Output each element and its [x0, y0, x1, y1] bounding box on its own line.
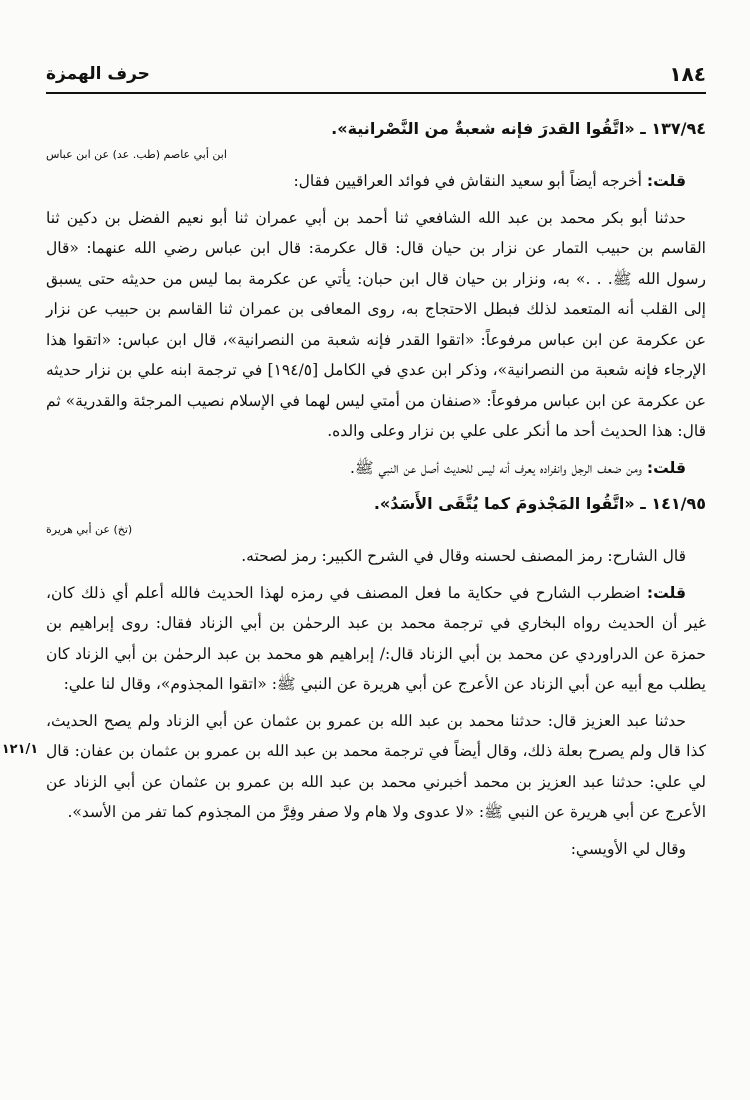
qult-label: قلت: — [646, 458, 686, 477]
paragraph-isnad-2: حدثنا عبد العزيز قال: حدثنا محمد بن عبد الله بن عمرو بن عثمان عن أبي الزناد ولم يصح الحديث، كذا قال ولم يصرح بعلة ذلك، وقال أيضاً في ترجمة محمد بن عبد الله بن عمرو بن عثمان بن عفان: قال لي علي: حدثنا عبد العزيز بن محمد أخبرني محمد بن عبد الله بن عمرو بن عثمان عن أبي الزناد عن الأعرج عن أبي هريرة عن النبي ﷺ: «لا عدوى ولا هام ولا صفر وفِرَّ من المجذوم كما تفر من الأسد». — [46, 711, 706, 821]
qult-label: قلت: — [646, 583, 686, 602]
paragraph-text: اضطرب الشارح في حكاية ما فعل المصنف في رمزه لهذا الحديث فالله أعلم أي ذلك كان، غير أن الحديث رواه البخاري في ترجمة محمد بن عبد الرحمٰن بن أبي الزناد فقال: روى إبراهيم بن حمزة عن الدراوردي عن محمد بن أبي الزناد قال:/ إبراهيم هو محمد بن عبد الرحمٰن بن أبي الزناد كان يطلب مع أبيه عن أبي الزناد عن الأعرج عن أبي هريرة عن النبي ﷺ: «اتقوا المجذوم»، وقال لنا علي: — [46, 583, 706, 693]
paragraph-qult-1 — [46, 166, 706, 197]
paragraph-isnad-1: حدثنا أبو بكر محمد بن عبد الله الشافعي ثنا أحمد بن أبي عمران ثنا أبو نعيم الفضل بن دكين ثنا القاسم بن حبيب التمار عن نزار بن حيان قال: قال عكرمة: قال ابن عباس رضي الله عنهما: «قال رسول الله ﷺ. . .» به، ونزار بن حيان قال ابن حبان: يأتي عن عكرمة بما ليس من حديثه حتى يسبق إلى القلب أنه المتعمد لذلك فبطل الاحتجاج به، روى المعافى بن عمران ثنا القاسم بن حبيب عن نزار عن عكرمة عن ابن عباس مرفوعاً: «اتقوا القدر فإنه شعبة من النصرانية»، قال ابن عباس: «اتقوا هذا الإرجاء فإنه شعبة من النصرانية»، وذكر ابن عدي في الكامل [١٩٤/٥] في ترجمة ابنه علي بن نزار حديثه عن عكرمة عن ابن عباس مرفوعاً: «صنفان من أمتي ليس لهما في الإسلام نصيب المرجئة والقدرية» ثم قال: هذا الحديث أحد ما أنكر على علي بن نزار وعلى والده. — [46, 208, 706, 440]
paragraph-closing: وقال لي الأويسي: — [570, 839, 686, 858]
paragraph-text: ومن ضعف الرجل وانفراده يعرف أنه ليس للحديث أصل عن النبي ﷺ. — [349, 458, 647, 477]
chapter-title: حرف الهمزة — [46, 64, 150, 84]
hadith-source-95: (تخ) عن أبي هريرة — [46, 523, 133, 536]
paragraph-qult-2 — [46, 453, 706, 484]
paragraph-qult-3 — [46, 578, 706, 700]
page-body — [46, 108, 706, 870]
hadith-entry-95: ١٤١/٩٥ ـ «اتَّقُوا المَجْذومَ كما يُتَّقَى الأَسَدُ». — [373, 494, 706, 513]
page-header — [46, 62, 706, 92]
qult-label: قلت: — [646, 172, 686, 190]
page-number: ١٨٤ — [669, 62, 706, 86]
paragraph-sharih: قال الشارح: رمز المصنف لحسنه وقال في الشرح الكبير: رمز لصحته. — [241, 547, 686, 565]
hadith-source-94: ابن أبي عاصم (طب. عد) عن ابن عباس — [46, 148, 227, 161]
hadith-entry-94: ١٣٧/٩٤ ـ «اتَّقُوا القدرَ فإنه شعبةٌ من النَّصْرانية». — [331, 119, 706, 138]
manuscript-page-marker: ١٢١/١ — [1, 742, 39, 757]
paragraph-text: أخرجه أيضاً أبو سعيد النقاش في فوائد العراقيين فقال: — [293, 172, 647, 190]
header-divider — [46, 92, 706, 94]
